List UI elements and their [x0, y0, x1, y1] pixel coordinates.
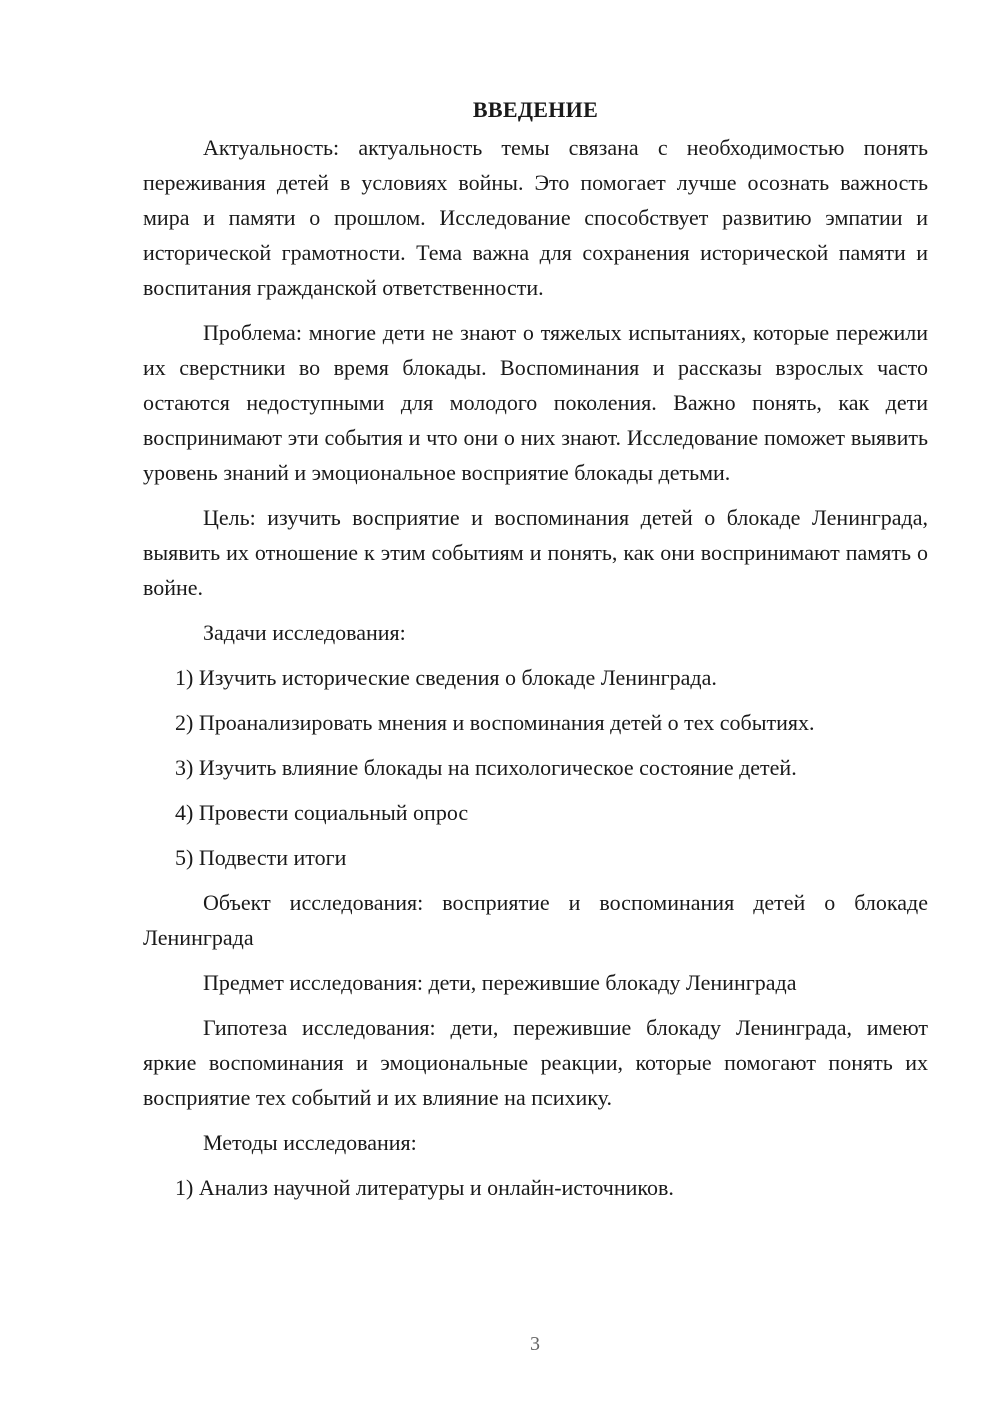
hypothesis-paragraph: Гипотеза исследования: дети, пережившие блокаду Ленинграда, имеют яркие воспоминания и эмоциональные реакции, которые помогают понять их восприятие тех событий и их влияние на психику.	[143, 1015, 928, 1110]
page-number: 3	[530, 1333, 540, 1355]
object-paragraph: Объект исследования: восприятие и воспоминания детей о блокаде Ленинграда	[143, 890, 928, 950]
subject-paragraph: Предмет исследования: дети, пережившие блокаду Ленинграда	[203, 970, 797, 995]
task-item-5: 5) Подвести итоги	[175, 845, 347, 870]
page-content	[143, 94, 928, 1215]
task-item-2: 2) Проанализировать мнения и воспоминания детей о тех событиях.	[175, 710, 815, 735]
methods-label: Методы исследования:	[203, 1130, 417, 1155]
goal-paragraph: Цель: изучить восприятие и воспоминания детей о блокаде Ленинграда, выявить их отношение к этим событиям и понять, как они воспринимают память о войне.	[143, 505, 928, 600]
task-item-3: 3) Изучить влияние блокады на психологическое состояние детей.	[175, 755, 797, 780]
problem-paragraph: Проблема: многие дети не знают о тяжелых испытаниях, которые пережили их сверстники во время блокады. Воспоминания и рассказы взрослых часто остаются недоступными для молодого поколения. Важно понять, как дети воспринимают эти события и что они о них знают. Исследование поможет выявить уровень знаний и эмоциональное восприятие блокады детьми.	[143, 320, 928, 485]
tasks-label: Задачи исследования:	[203, 620, 406, 645]
relevance-paragraph: Актуальность: актуальность темы связана с необходимостью понять переживания детей в условиях войны. Это помогает лучше осознать важность мира и памяти о прошлом. Исследование способствует развитию эмпатии и исторической грамотности. Тема важна для сохранения исторической памяти и воспитания гражданской ответственности.	[143, 135, 928, 300]
method-item-1: 1) Анализ научной литературы и онлайн-источников.	[175, 1175, 674, 1200]
task-item-1: 1) Изучить исторические сведения о блокаде Ленинграда.	[175, 665, 717, 690]
section-title: ВВЕДЕНИЕ	[472, 97, 599, 122]
task-item-4: 4) Провести социальный опрос	[175, 800, 469, 825]
